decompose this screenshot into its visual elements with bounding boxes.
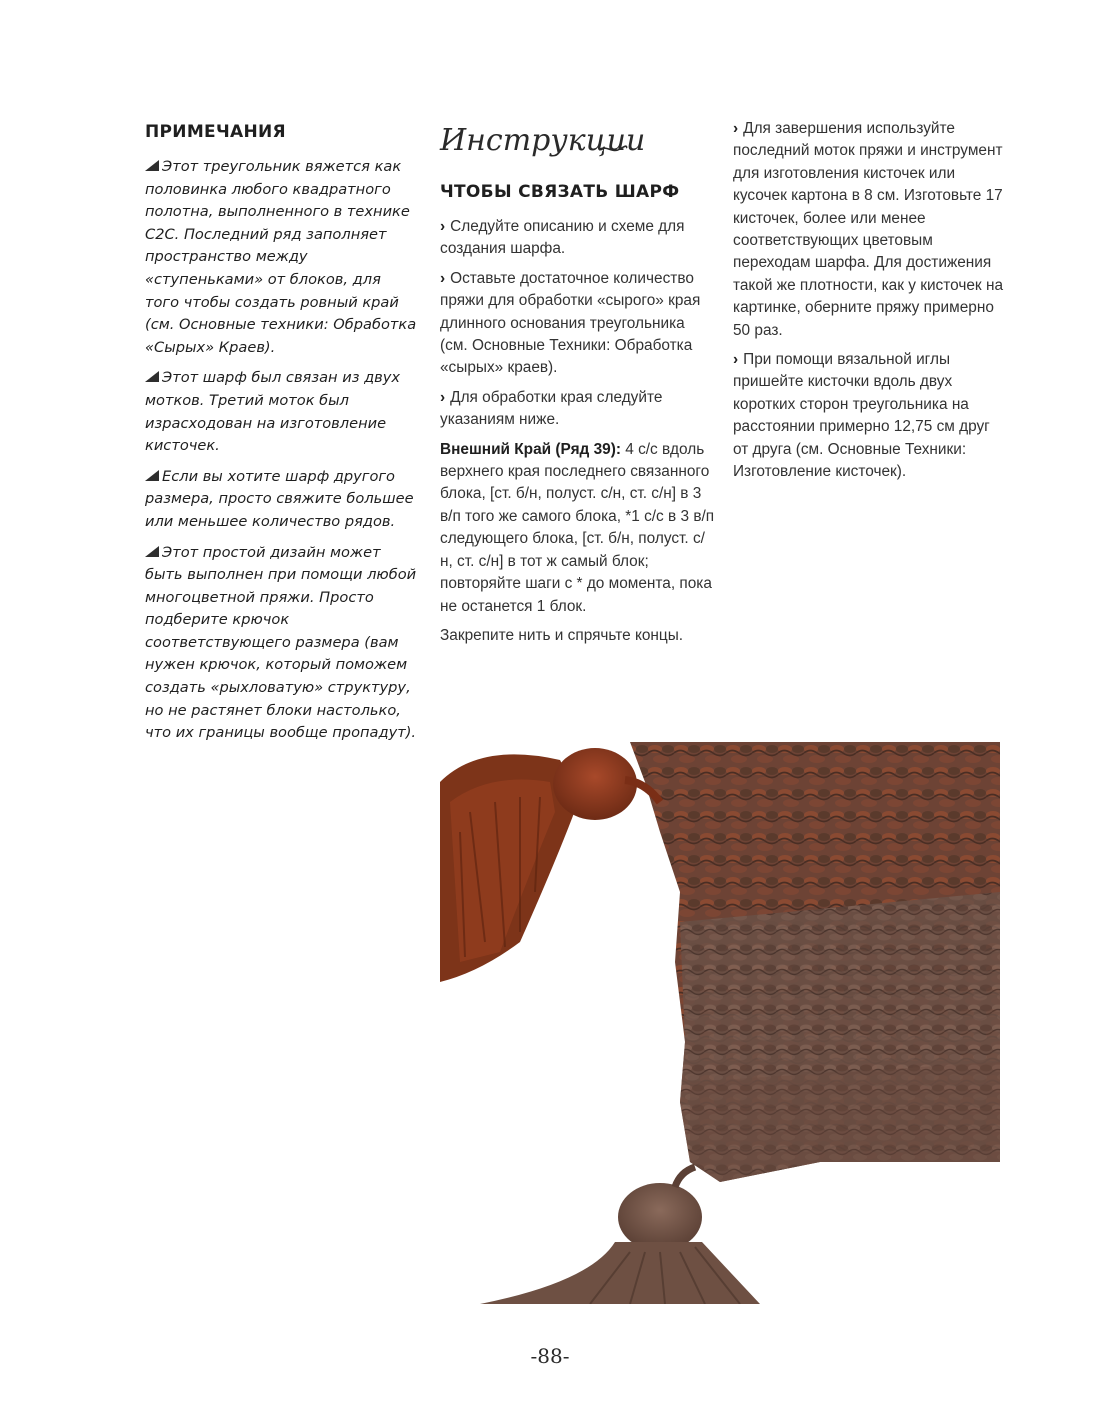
notes-column bbox=[145, 118, 417, 753]
scarf-photo bbox=[440, 742, 1000, 1304]
instruction-step: › Для обработки края следуйте указаниям ниже. bbox=[440, 388, 663, 429]
edge-row-instruction: Внешний Край (Ряд 39): 4 с/с вдоль верхнего края последнего связанного блока, [ст. б/н, полуст. с/н, ст. с/н] в 3 в/п того же самого блока, *1 с/с в 3 в/п следующего блока, [ст. б/н, полуст. с/н, ст. с/н] в тот ж самый блок; повторяйте шаги с * до момента, пока не останется 1 блок. bbox=[440, 440, 715, 615]
instruction-step: › Следуйте описанию и схеме для создания шарфа. bbox=[440, 218, 685, 258]
notes-heading: ПРИМЕЧАНИЯ bbox=[145, 122, 286, 142]
chevron-right-icon: › bbox=[440, 218, 446, 235]
page-number: -88- bbox=[530, 1344, 570, 1368]
triangle-bullet-icon bbox=[145, 546, 159, 557]
instruction-step: › При помощи вязальной иглы пришейте кисточки вдоль двух коротких сторон треугольника на расстоянии примерно 12,75 см друг от друга (см. Основные Техники: Изготовление кисточек). bbox=[733, 351, 990, 481]
instructions-column bbox=[440, 118, 715, 654]
finish-instruction: Закрепите нить и спрячьте концы. bbox=[440, 626, 684, 644]
triangle-bullet-icon bbox=[145, 160, 159, 171]
chevron-right-icon: › bbox=[440, 388, 446, 406]
note-item: Этот шарф был связан из двух мотков. Третий моток был израсходован на изготовление кисточек. bbox=[145, 369, 401, 455]
edge-row-label: Внешний Край (Ряд 39): bbox=[440, 440, 621, 458]
instruction-step: › Для завершения используйте последний моток пряжи и инструмент для изготовления кисточек или кусочек картона в 8 см. Изготовьте 17 кисточек, более или менее соответствующих цветовым переходам шарфа. Для достижения такой же плотности, как у кисточек на картинке, оберните пряжу примерно 50 раз. bbox=[733, 120, 1003, 339]
chevron-right-icon: › bbox=[733, 351, 739, 369]
triangle-bullet-icon bbox=[145, 371, 159, 382]
swash-ornament-icon bbox=[598, 142, 628, 156]
instructions-script-title: Инструкции bbox=[440, 123, 646, 158]
instruction-step: › Оставьте достаточное количество пряжи для обработки «сырого» края длинного основания треугольника (см. Основные Техники: Обработка «сырых» краев). bbox=[440, 269, 701, 377]
chevron-right-icon: › bbox=[440, 269, 446, 287]
note-item: Этот простой дизайн может быть выполнен при помощи любой многоцветной пряжи. Просто подберите крючок соответствующего размера (вам нужен крючок, который поможем создать «рыхловатую» структуру, но не растянет блоки настолько, что их границы вообще пропадут). bbox=[145, 543, 417, 742]
note-item: Этот треугольник вяжется как половинка любого квадратного полотна, выполненного в технике С2С. Последний ряд заполняет пространство между «ступеньками» от блоков, для того чтобы создать ровный край (см. Основные техники: Обработка «Сырых» Краев). bbox=[145, 158, 417, 356]
triangle-bullet-icon bbox=[145, 470, 159, 481]
chevron-right-icon: › bbox=[733, 120, 739, 137]
note-item: Если вы хотите шарф другого размера, просто свяжите большее или меньшее количество рядов. bbox=[145, 467, 414, 530]
scarf-heading: ЧТОБЫ СВЯЗАТЬ ШАРФ bbox=[440, 182, 680, 202]
tassels-column bbox=[733, 118, 1005, 491]
